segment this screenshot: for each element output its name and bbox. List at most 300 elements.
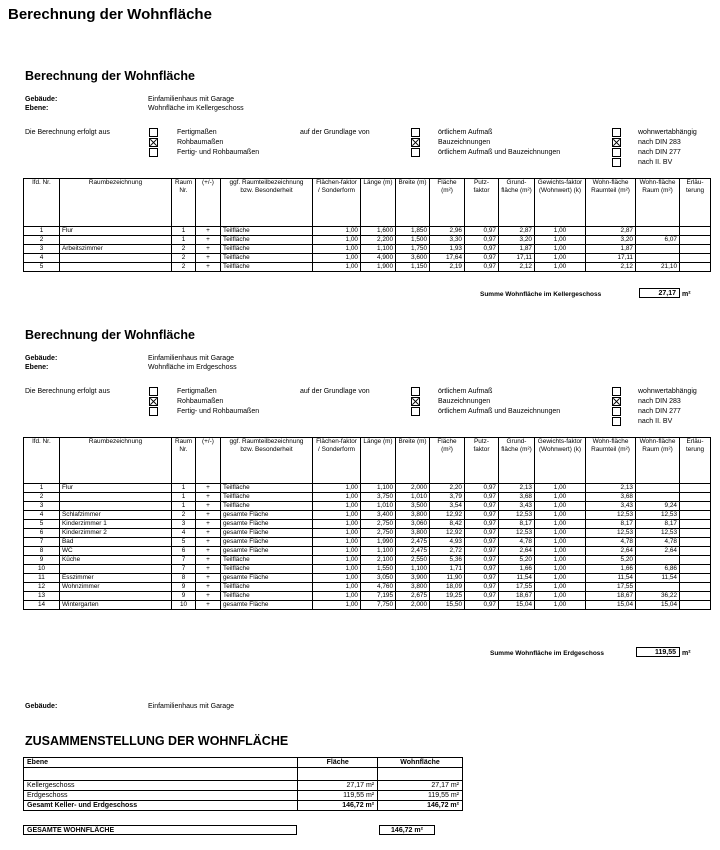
checkbox-aufmass[interactable]	[411, 128, 420, 137]
column-header: lfd. Nr.	[24, 438, 60, 484]
table-cell: 1	[172, 502, 196, 511]
checkbox-bauzeichnungen[interactable]	[411, 397, 420, 406]
table-cell: 12	[24, 583, 60, 592]
table-row	[24, 236, 711, 245]
option-label: nach DIN 277	[638, 408, 681, 415]
table-cell: 3	[172, 520, 196, 529]
table-cell	[680, 254, 711, 263]
table-cell: 1,00	[313, 592, 361, 601]
table-cell: +	[196, 502, 221, 511]
table-row	[24, 245, 711, 254]
table-cell	[60, 565, 172, 574]
table-cell: 1,87	[499, 245, 535, 254]
table-cell: 12,53	[586, 511, 636, 520]
table-cell: Wohnzimmer	[60, 583, 172, 592]
gebaeude-label: Gebäude:	[25, 355, 58, 362]
table-cell: 2	[172, 254, 196, 263]
table-cell: 1,00	[313, 538, 361, 547]
ebene-value: Wohnfläche im Erdgeschoss	[148, 364, 237, 371]
table-cell: 2,87	[586, 227, 636, 236]
table-cell: 2,200	[361, 236, 396, 245]
table-cell: 2,675	[396, 592, 430, 601]
table-cell: +	[196, 565, 221, 574]
table-cell	[60, 236, 172, 245]
table-cell: 0,97	[465, 227, 499, 236]
table-cell: 1	[172, 236, 196, 245]
checkbox-fertig-roh[interactable]	[149, 148, 158, 157]
total-label: GESAMTE WOHNFLÄCHE	[23, 825, 297, 835]
table-cell: gesamte Fläche	[221, 538, 313, 547]
ebene-label: Ebene:	[25, 105, 49, 112]
table-cell	[60, 493, 172, 502]
checkbox-wohnwert[interactable]	[612, 128, 621, 137]
calc-prefix: Die Berechnung erfolgt aus	[25, 129, 110, 136]
table-cell: 1,750	[396, 245, 430, 254]
table-cell: Teilfläche	[221, 227, 313, 236]
table-row	[24, 574, 711, 583]
table-cell: 1,100	[361, 484, 396, 493]
table-cell: 1,900	[361, 263, 396, 272]
checkbox-din283[interactable]	[612, 138, 621, 147]
option-label: Rohbaumaßen	[177, 139, 224, 146]
section-title-keller: Berechnung der Wohnfläche	[25, 69, 195, 83]
table-cell	[636, 583, 680, 592]
table-cell: gesamte Fläche	[221, 547, 313, 556]
table-row	[24, 263, 711, 272]
table-cell: 2,000	[396, 484, 430, 493]
table-cell: +	[196, 529, 221, 538]
table-cell: +	[196, 601, 221, 610]
table-cell: 8,42	[430, 520, 465, 529]
table-cell: +	[196, 236, 221, 245]
table-cell: 1	[172, 484, 196, 493]
table-cell: 1,93	[430, 245, 465, 254]
column-header: Grund-fläche (m²)	[499, 179, 535, 227]
checkbox-din277[interactable]	[612, 148, 621, 157]
table-cell: Teilfläche	[221, 556, 313, 565]
table-cell: Teilfläche	[221, 263, 313, 272]
table-cell: Teilfläche	[221, 236, 313, 245]
table-row	[24, 493, 711, 502]
calc-middle: auf der Grundlage von	[300, 388, 370, 395]
table-cell: 1,100	[361, 547, 396, 556]
summary-col-ebene: Ebene	[24, 758, 298, 768]
table-cell: 3,400	[361, 511, 396, 520]
table-cell: Teilfläche	[221, 502, 313, 511]
table-cell: 1,00	[313, 529, 361, 538]
table-cell: 2,87	[499, 227, 535, 236]
checkbox-fertigmasse[interactable]	[149, 128, 158, 137]
table-cell: 1,100	[396, 565, 430, 574]
table-cell	[680, 529, 711, 538]
table-cell: 5	[24, 263, 60, 272]
summary-flaeche: 27,17 m²	[298, 781, 378, 791]
table-cell: Wintergarten	[60, 601, 172, 610]
table-cell: 19,25	[430, 592, 465, 601]
table-cell: 1,66	[499, 565, 535, 574]
option-label: nach DIN 277	[638, 149, 681, 156]
table-cell: 15,04	[499, 601, 535, 610]
column-header: Putz-faktor	[465, 179, 499, 227]
column-header: Gewichts-faktor (Wohnwert) (k)	[535, 179, 586, 227]
table-cell	[60, 502, 172, 511]
table-cell: 4	[24, 511, 60, 520]
table-cell: 5	[172, 538, 196, 547]
table-cell: 15,04	[636, 601, 680, 610]
table-cell: 11,90	[430, 574, 465, 583]
table-cell: 0,97	[465, 538, 499, 547]
table-cell: 1,010	[396, 493, 430, 502]
column-header: Breite (m)	[396, 179, 430, 227]
table-cell: Küche	[60, 556, 172, 565]
table-cell: 1,00	[313, 520, 361, 529]
table-cell: gesamte Fläche	[221, 529, 313, 538]
table-cell: 4,93	[430, 538, 465, 547]
option-label: örtlichem Aufmaß und Bauzeichnungen	[438, 408, 561, 415]
table-cell: 1,600	[361, 227, 396, 236]
table-cell: 1,00	[535, 484, 586, 493]
table-cell: 2,12	[586, 263, 636, 272]
table-cell: 9	[24, 556, 60, 565]
table-cell: 17,55	[499, 583, 535, 592]
table-cell: 1,00	[313, 547, 361, 556]
option-label: Rohbaumaßen	[177, 398, 224, 405]
column-header: Gewichts-faktor (Wohnwert) (k)	[535, 438, 586, 484]
table-cell: 1	[24, 227, 60, 236]
table-cell: +	[196, 592, 221, 601]
table-cell: 2,475	[396, 538, 430, 547]
section-title-erdgeschoss: Berechnung der Wohnfläche	[25, 328, 195, 342]
table-cell: 0,97	[465, 493, 499, 502]
summary-gebaeude-label: Gebäude:	[25, 703, 58, 710]
table-cell: +	[196, 484, 221, 493]
table-cell	[680, 502, 711, 511]
table-cell	[636, 556, 680, 565]
table-cell	[680, 565, 711, 574]
table-cell: 12,53	[586, 529, 636, 538]
sum-label-erdgeschoss: Summe Wohnfläche im Erdgeschoss	[490, 650, 605, 657]
sum-unit: m²	[682, 291, 691, 298]
page-title: Berechnung der Wohnfläche	[8, 6, 212, 23]
table-cell: 1,00	[535, 583, 586, 592]
table-cell: 7	[172, 556, 196, 565]
table-cell	[60, 592, 172, 601]
column-header: Länge (m)	[361, 179, 396, 227]
table-cell: +	[196, 538, 221, 547]
summary-row	[24, 781, 463, 791]
table-cell: 1,00	[313, 556, 361, 565]
table-cell: 1,00	[535, 511, 586, 520]
table-row	[24, 520, 711, 529]
checkbox-aufmass[interactable]	[411, 387, 420, 396]
summary-flaeche: 146,72 m²	[298, 801, 378, 811]
option-label: Fertigmaßen	[177, 129, 217, 136]
table-cell: 5,36	[430, 556, 465, 565]
column-header: Flächen-faktor / Sonderform	[313, 179, 361, 227]
table-cell: 0,97	[465, 601, 499, 610]
checkbox-aufmass-bauz[interactable]	[411, 407, 420, 416]
column-header: Putz-faktor	[465, 438, 499, 484]
table-cell: Flur	[60, 484, 172, 493]
table-cell: 6,86	[636, 565, 680, 574]
summary-wohnflaeche: 146,72 m²	[378, 801, 463, 811]
table-cell: 1,00	[535, 254, 586, 263]
option-label: Bauzeichnungen	[438, 139, 491, 146]
table-cell	[680, 236, 711, 245]
table-row	[24, 565, 711, 574]
table-cell: 0,97	[465, 236, 499, 245]
table-cell: Arbeitszimmer	[60, 245, 172, 254]
table-cell: 3,800	[396, 529, 430, 538]
table-cell: 3	[24, 502, 60, 511]
table-cell: +	[196, 511, 221, 520]
table-cell: +	[196, 254, 221, 263]
option-label: örtlichem Aufmaß und Bauzeichnungen	[438, 149, 561, 156]
table-cell: 3,900	[396, 574, 430, 583]
option-label: wohnwertabhängig	[638, 129, 697, 136]
table-cell: 2	[172, 263, 196, 272]
checkbox-2bv[interactable]	[612, 417, 621, 426]
table-cell	[680, 227, 711, 236]
gebaeude-value: Einfamilienhaus mit Garage	[148, 96, 234, 103]
summary-title: ZUSAMMENSTELLUNG DER WOHNFLÄCHE	[25, 734, 289, 748]
table-cell: +	[196, 493, 221, 502]
table-cell: 12,92	[430, 511, 465, 520]
table-cell: Flur	[60, 227, 172, 236]
table-cell: 3,20	[499, 236, 535, 245]
table-cell: 1,00	[535, 245, 586, 254]
table-cell: 4,900	[361, 254, 396, 263]
table-cell: 3,68	[586, 493, 636, 502]
table-row	[24, 484, 711, 493]
table-cell	[636, 227, 680, 236]
summary-table	[23, 757, 463, 811]
table-cell	[680, 592, 711, 601]
table-kellergeschoss	[23, 178, 711, 272]
table-cell: 17,64	[430, 254, 465, 263]
table-cell: gesamte Fläche	[221, 520, 313, 529]
table-cell: 36,22	[636, 592, 680, 601]
table-cell: 1,00	[535, 592, 586, 601]
table-cell: gesamte Fläche	[221, 601, 313, 610]
table-cell: 1,550	[361, 565, 396, 574]
table-cell: 1,00	[313, 502, 361, 511]
column-header: ggf. Raumteilbezeichnung bzw. Besonderheit	[221, 438, 313, 484]
table-cell: 21,10	[636, 263, 680, 272]
gebaeude-value: Einfamilienhaus mit Garage	[148, 355, 234, 362]
table-cell: 1,00	[535, 227, 586, 236]
table-cell: 1,00	[313, 227, 361, 236]
table-row	[24, 227, 711, 236]
table-cell: 1,00	[313, 574, 361, 583]
table-cell: 1,100	[361, 245, 396, 254]
table-cell: +	[196, 263, 221, 272]
table-cell: 3,050	[361, 574, 396, 583]
table-cell: 1,71	[430, 565, 465, 574]
checkbox-wohnwert[interactable]	[612, 387, 621, 396]
table-cell: 1,00	[535, 529, 586, 538]
table-cell: 1,00	[535, 493, 586, 502]
table-cell: 1,00	[313, 263, 361, 272]
checkbox-fertigmasse[interactable]	[149, 387, 158, 396]
table-cell	[680, 263, 711, 272]
column-header: Wohn-fläche Raum (m²)	[636, 179, 680, 227]
table-cell: Teilfläche	[221, 565, 313, 574]
table-cell: 0,97	[465, 254, 499, 263]
table-cell: 8	[172, 574, 196, 583]
table-cell: 0,97	[465, 583, 499, 592]
table-row	[24, 601, 711, 610]
table-cell: 2,13	[499, 484, 535, 493]
table-cell: 3,68	[499, 493, 535, 502]
table-cell: Teilfläche	[221, 245, 313, 254]
table-cell: 1,00	[535, 502, 586, 511]
table-cell: 2,64	[586, 547, 636, 556]
table-cell: 0,97	[465, 263, 499, 272]
table-row	[24, 538, 711, 547]
summary-header-row	[24, 758, 463, 768]
table-cell: 4,78	[586, 538, 636, 547]
table-cell: 6	[172, 547, 196, 556]
table-cell: 9	[172, 592, 196, 601]
option-label: nach II. BV	[638, 159, 673, 166]
table-cell: 1,00	[535, 520, 586, 529]
option-label: Fertig- und Rohbaumaßen	[177, 149, 260, 156]
sum-unit: m²	[682, 650, 691, 657]
table-cell: 3,54	[430, 502, 465, 511]
table-cell: 3,79	[430, 493, 465, 502]
table-cell	[680, 511, 711, 520]
table-cell: +	[196, 520, 221, 529]
table-cell: 1,00	[535, 236, 586, 245]
table-cell: Kinderzimmer 2	[60, 529, 172, 538]
ebene-label: Ebene:	[25, 364, 49, 371]
table-cell: 1,00	[313, 254, 361, 263]
option-label: nach DIN 283	[638, 139, 681, 146]
table-cell: 12,53	[499, 511, 535, 520]
calc-prefix: Die Berechnung erfolgt aus	[25, 388, 110, 395]
table-cell: 0,97	[465, 520, 499, 529]
table-cell: 7,195	[361, 592, 396, 601]
table-cell: 3,43	[499, 502, 535, 511]
table-cell: 1,990	[361, 538, 396, 547]
table-cell	[636, 493, 680, 502]
table-cell: 1	[24, 484, 60, 493]
column-header: Länge (m)	[361, 438, 396, 484]
column-header: Flächen-faktor / Sonderform	[313, 438, 361, 484]
table-cell: 8,17	[499, 520, 535, 529]
table-cell: 12,53	[636, 529, 680, 538]
table-cell: 0,97	[465, 484, 499, 493]
column-header: Erläu-terung	[680, 438, 711, 484]
summary-gebaeude-value: Einfamilienhaus mit Garage	[148, 703, 234, 710]
table-cell: gesamte Fläche	[221, 511, 313, 520]
sum-label-keller: Summe Wohnfläche im Kellergeschoss	[480, 291, 602, 298]
table-cell	[680, 556, 711, 565]
checkbox-aufmass-bauz[interactable]	[411, 148, 420, 157]
table-cell: 2,64	[636, 547, 680, 556]
checkbox-rohbaumasse[interactable]	[149, 138, 158, 147]
table-cell	[680, 245, 711, 254]
table-cell: 10	[24, 565, 60, 574]
table-cell: 1,00	[313, 245, 361, 254]
table-erdgeschoss	[23, 437, 711, 610]
table-cell: 17,11	[499, 254, 535, 263]
checkbox-din277[interactable]	[612, 407, 621, 416]
table-cell: Teilfläche	[221, 583, 313, 592]
calc-middle: auf der Grundlage von	[300, 129, 370, 136]
summary-row	[24, 791, 463, 801]
table-cell: 3,600	[396, 254, 430, 263]
table-cell: 11,54	[586, 574, 636, 583]
table-row	[24, 254, 711, 263]
table-cell: 1,00	[535, 263, 586, 272]
table-cell: 1,87	[586, 245, 636, 254]
table-cell: 3,43	[586, 502, 636, 511]
checkbox-fertig-roh[interactable]	[149, 407, 158, 416]
table-cell: +	[196, 583, 221, 592]
table-cell: 1,00	[535, 538, 586, 547]
table-cell	[636, 254, 680, 263]
option-label: örtlichem Aufmaß	[438, 129, 493, 136]
checkbox-din283[interactable]	[612, 397, 621, 406]
total-value: 146,72 m²	[379, 825, 435, 835]
table-row	[24, 511, 711, 520]
table-cell: 4,78	[636, 538, 680, 547]
option-label: örtlichem Aufmaß	[438, 388, 493, 395]
table-cell	[680, 583, 711, 592]
table-cell: 11,54	[636, 574, 680, 583]
table-cell: 3	[24, 245, 60, 254]
column-header: Wohn-fläche Raumteil (m²)	[586, 438, 636, 484]
table-cell: 2,750	[361, 529, 396, 538]
table-cell: 6	[24, 529, 60, 538]
table-cell: 2,96	[430, 227, 465, 236]
table-cell: 11,54	[499, 574, 535, 583]
table-cell: 14	[24, 601, 60, 610]
table-cell: 2,13	[586, 484, 636, 493]
table-cell: 1	[172, 227, 196, 236]
column-header: lfd. Nr.	[24, 179, 60, 227]
option-label: Fertig- und Rohbaumaßen	[177, 408, 260, 415]
table-cell: Schlafzimmer	[60, 511, 172, 520]
table-cell: 2,550	[396, 556, 430, 565]
table-cell	[680, 538, 711, 547]
table-cell: 1	[172, 493, 196, 502]
table-cell: 4,760	[361, 583, 396, 592]
checkbox-bauzeichnungen[interactable]	[411, 138, 420, 147]
column-header: Raumbezeichnung	[60, 179, 172, 227]
checkbox-rohbaumasse[interactable]	[149, 397, 158, 406]
option-label: nach DIN 283	[638, 398, 681, 405]
table-cell	[60, 263, 172, 272]
table-cell: 1,010	[361, 502, 396, 511]
table-cell: 1,00	[535, 556, 586, 565]
table-cell: 7,750	[361, 601, 396, 610]
column-header: Fläche (m²)	[430, 179, 465, 227]
table-cell: 8,17	[586, 520, 636, 529]
table-cell: 8	[24, 547, 60, 556]
table-cell	[60, 254, 172, 263]
table-cell: Bad	[60, 538, 172, 547]
table-cell: 9	[172, 583, 196, 592]
table-cell: WC	[60, 547, 172, 556]
table-cell: 2	[24, 493, 60, 502]
table-cell: 2,12	[499, 263, 535, 272]
gebaeude-label: Gebäude:	[25, 96, 58, 103]
summary-col-flaeche: Fläche	[298, 758, 378, 768]
checkbox-2bv[interactable]	[612, 158, 621, 167]
